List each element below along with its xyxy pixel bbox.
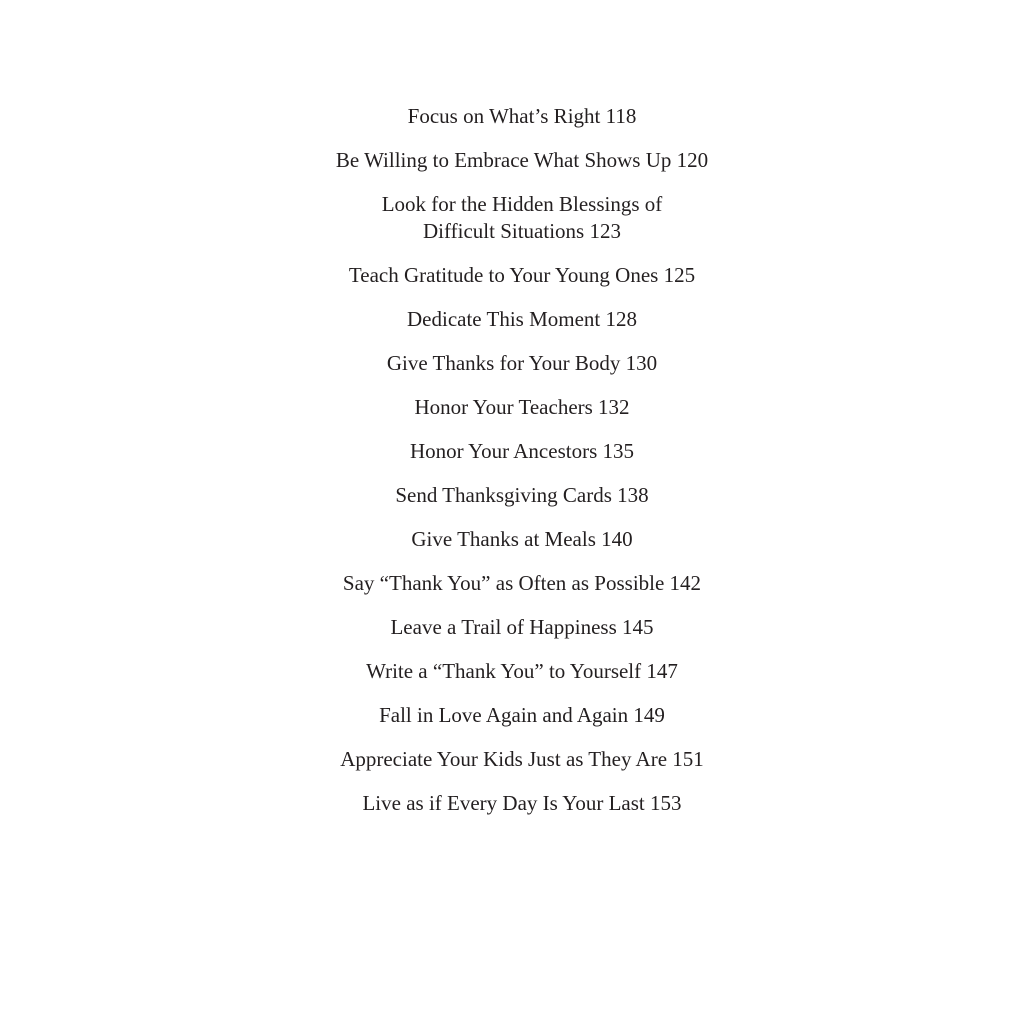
toc-entry-text: Honor Your Teachers 132 [414,395,630,419]
toc-entry-text: Say “Thank You” as Often as Possible 142 [342,571,702,595]
toc-entry-text-continued: Difficult Situations 123 [423,219,621,243]
toc-entry [262,658,782,685]
table-of-contents [262,103,782,834]
toc-entry [262,350,782,377]
toc-entry [262,746,782,773]
toc-entry-text: Look for the Hidden Blessings of [381,192,663,216]
toc-entry-text: Write a “Thank You” to Yourself 147 [366,659,678,683]
toc-entry-text: Give Thanks at Meals 140 [411,527,633,551]
toc-entry [262,262,782,289]
toc-entry [262,394,782,421]
toc-entry-text: Teach Gratitude to Your Young Ones 125 [348,263,696,287]
toc-entry [262,702,782,729]
toc-entry [262,790,782,817]
toc-entry-text: Live as if Every Day Is Your Last 153 [362,791,682,815]
toc-entry [262,306,782,333]
toc-entry-text: Honor Your Ancestors 135 [409,439,634,463]
toc-entry-text: Dedicate This Moment 128 [407,307,637,331]
toc-entry-text: Send Thanksgiving Cards 138 [395,483,649,507]
toc-entry [262,570,782,597]
toc-entry-text: Leave a Trail of Happiness 145 [390,615,654,639]
toc-entry-text: Give Thanks for Your Body 130 [386,351,658,375]
toc-entry [262,191,782,245]
toc-entry [262,147,782,174]
toc-entry-text: Fall in Love Again and Again 149 [379,703,665,727]
toc-entry [262,614,782,641]
toc-entry [262,482,782,509]
toc-entry [262,526,782,553]
toc-entry [262,438,782,465]
toc-entry [262,103,782,130]
toc-entry-text: Appreciate Your Kids Just as They Are 151 [340,747,704,771]
toc-entry-text: Be Willing to Embrace What Shows Up 120 [335,148,709,172]
toc-entry-text: Focus on What’s Right 118 [407,104,637,128]
